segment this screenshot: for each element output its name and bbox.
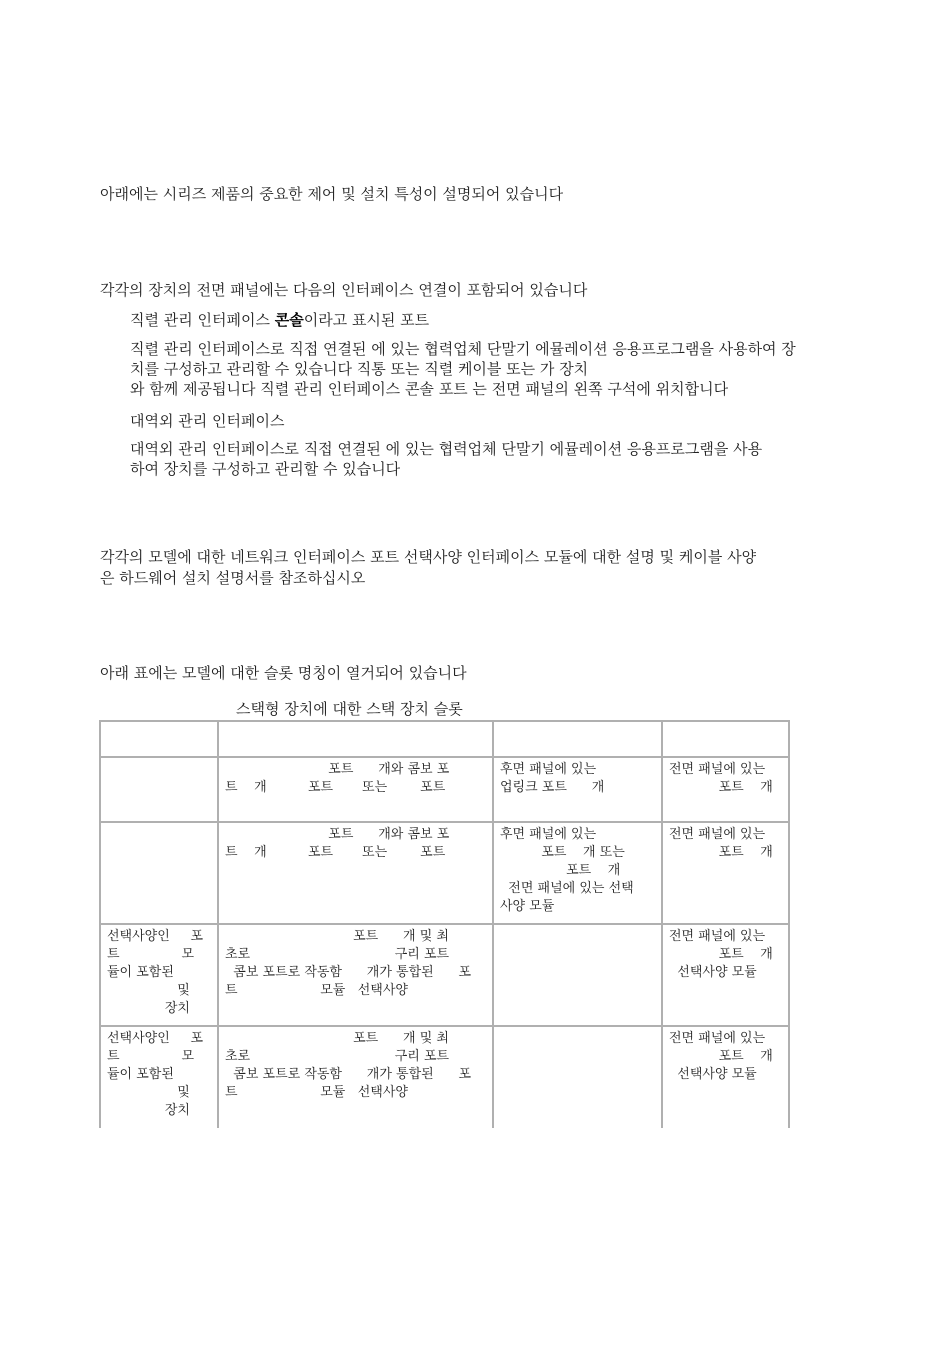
table-cell [493, 721, 662, 757]
network-paragraph-line: 각각의 모델에 대한 네트워크 인터페이스 포트 선택사양 인터페이스 모듈에 대한 설명 및 케이블 사양 [100, 548, 757, 566]
table-cell [218, 721, 493, 757]
table-cell [493, 1026, 662, 1128]
table-cell: 후면 패널에 있는 업링크 포트 개 [493, 757, 662, 822]
table-cell: 전면 패널에 있는 포트 개 [662, 757, 789, 822]
slot-table [99, 720, 790, 1128]
oob-desc-line: 하여 장치를 구성하고 관리할 수 있습니다 [130, 460, 401, 478]
console-label: 콘솔 [274, 311, 304, 329]
table-cell: 포트 개와 콤보 포 트 개 포트 또는 포트 [218, 822, 493, 924]
intro-paragraph: 아래에는 시리즈 제품의 중요한 제어 및 설치 특성이 설명되어 있습니다 [100, 185, 564, 203]
table-cell [493, 924, 662, 1026]
table-cell [100, 757, 218, 822]
serial-desc-line: 와 함께 제공됩니다 직렬 관리 인터페이스 콘솔 포트 는 전면 패널의 왼쪽 구석에 위치합니다 [130, 380, 729, 398]
table-cell: 포트 개 및 최 초로 구리 포트 콤보 포트로 작동함 개가 통합된 포 트 모듈 선택사양 [218, 1026, 493, 1128]
serial-interface-heading [130, 310, 429, 330]
table-row [100, 924, 789, 1026]
front-panel-intro: 각각의 장치의 전면 패널에는 다음의 인터페이스 연결이 포함되어 있습니다 [100, 281, 588, 299]
table-cell: 선택사양인 포 트 모 듈이 포함된 및 장치 [100, 924, 218, 1026]
serial-desc-line: 치를 구성하고 관리할 수 있습니다 직통 또는 직렬 케이블 또는 가 장치 [130, 360, 589, 378]
table-cell: 포트 개 및 최 초로 구리 포트 콤보 포트로 작동함 개가 통합된 포 트 모듈 선택사양 [218, 924, 493, 1026]
serial-desc-line: 직렬 관리 인터페이스로 직접 연결된 에 있는 협력업체 단말기 에뮬레이션 응용프로그램을 사용하여 장 [130, 340, 796, 358]
oob-desc-line: 대역외 관리 인터페이스로 직접 연결된 에 있는 협력업체 단말기 에뮬레이션 응용프로그램을 사용 [130, 440, 763, 458]
table-cell: 전면 패널에 있는 포트 개 [662, 822, 789, 924]
table-cell: 전면 패널에 있는 포트 개 선택사양 모듈 [662, 924, 789, 1026]
heading-text: 직렬 관리 인터페이스 [130, 311, 275, 329]
table-row [100, 822, 789, 924]
table-cell [100, 721, 218, 757]
table-row [100, 1026, 789, 1128]
table-intro: 아래 표에는 모델에 대한 슬롯 명칭이 열거되어 있습니다 [100, 664, 467, 682]
table-cell [100, 822, 218, 924]
table-caption: 스택형 장치에 대한 스택 장치 슬롯 [236, 700, 463, 718]
oob-interface-heading: 대역외 관리 인터페이스 [130, 412, 285, 430]
heading-text: 이라고 표시된 포트 [303, 311, 430, 329]
table-row [100, 757, 789, 822]
network-paragraph-line: 은 하드웨어 설치 설명서를 참조하십시오 [100, 569, 366, 587]
table-header-row [100, 721, 789, 757]
table-cell: 전면 패널에 있는 포트 개 선택사양 모듈 [662, 1026, 789, 1128]
table-cell: 선택사양인 포 트 모 듈이 포함된 및 장치 [100, 1026, 218, 1128]
table-cell [662, 721, 789, 757]
table-cell: 후면 패널에 있는 포트 개 또는 포트 개 전면 패널에 있는 선택 사양 모듈 [493, 822, 662, 924]
table-cell: 포트 개와 콤보 포 트 개 포트 또는 포트 [218, 757, 493, 822]
